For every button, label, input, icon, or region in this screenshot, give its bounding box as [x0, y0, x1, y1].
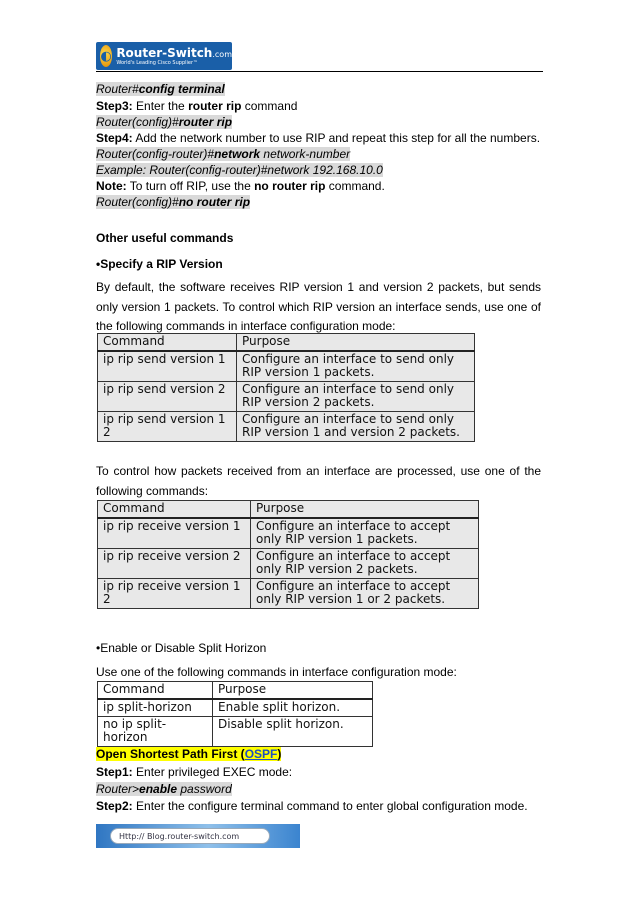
cmd-network: Router(config-router)#network network-number: [96, 147, 351, 161]
column-header: Command: [98, 682, 213, 700]
table-header-row: [98, 501, 479, 519]
other-commands-heading: Other useful commands: [96, 231, 234, 245]
command-cell: ip rip send version 1 2: [98, 412, 237, 442]
cmd-no-router-rip: Router(config)#no router rip: [96, 195, 251, 209]
column-header: Purpose: [213, 682, 373, 700]
command-cell: ip rip send version 2: [98, 382, 237, 412]
step1-line: Step1: Enter privileged EXEC mode:: [96, 765, 293, 779]
example-line: Example: Router(config-router)#network 192.168.10.0: [96, 163, 383, 177]
table-row: [98, 699, 373, 717]
header-divider: [96, 71, 543, 72]
column-header: Command: [98, 334, 237, 352]
table-row: [98, 579, 479, 609]
table-row: [98, 717, 373, 747]
step2-line: Step2: Enter the configure terminal command to enter global configuration mode.: [96, 799, 528, 813]
cmd-enable: Router>enable password: [96, 782, 232, 796]
note-line: Note: To turn off RIP, use the no router rip command.: [96, 179, 385, 193]
table-row: [98, 351, 475, 382]
table-header-row: [98, 334, 475, 352]
purpose-cell: Configure an interface to send only RIP version 2 packets.: [237, 382, 475, 412]
globe-icon: ◐: [100, 45, 112, 67]
split-horizon-paragraph: Use one of the following commands in interface configuration mode:: [96, 665, 457, 679]
command-cell: ip split-horizon: [98, 699, 213, 717]
purpose-cell: Configure an interface to accept only RIP version 2 packets.: [251, 549, 479, 579]
table-header-row: [98, 682, 373, 700]
table-row: [98, 382, 475, 412]
purpose-cell: Configure an interface to accept only RIP version 1 or 2 packets.: [251, 579, 479, 609]
specify-rip-version-heading: •Specify a RIP Version: [96, 257, 223, 271]
step3-line: Step3: Enter the router rip command: [96, 99, 298, 113]
purpose-cell: Disable split horizon.: [213, 717, 373, 747]
cmd-router-rip: Router(config)#router rip: [96, 115, 233, 129]
cmd-config-terminal: Router#config terminal: [96, 82, 225, 96]
column-header: Command: [98, 501, 251, 519]
purpose-cell: Configure an interface to accept only RIP version 1 packets.: [251, 518, 479, 549]
split-horizon-table: [97, 681, 373, 747]
receive-paragraph: To control how packets received from an interface are processed, use one of the following commands:: [96, 464, 541, 498]
column-header: Purpose: [251, 501, 479, 519]
blog-url-text: Http:// Blog.router-switch.com: [110, 828, 270, 844]
command-cell: no ip split-horizon: [98, 717, 213, 747]
split-horizon-heading: •Enable or Disable Split Horizon: [96, 641, 267, 655]
step4-line: Step4: Add the network number to use RIP and repeat this step for all the numbers.: [96, 131, 541, 145]
blog-url-banner[interactable]: [96, 824, 300, 848]
table-row: [98, 549, 479, 579]
command-cell: ip rip send version 1: [98, 351, 237, 382]
command-cell: ip rip receive version 1 2: [98, 579, 251, 609]
ospf-link[interactable]: OSPF: [244, 747, 278, 761]
purpose-cell: Enable split horizon.: [213, 699, 373, 717]
rip-receive-version-table: [97, 500, 479, 609]
purpose-cell: Configure an interface to send only RIP version 1 packets.: [237, 351, 475, 382]
purpose-cell: Configure an interface to send only RIP version 1 and version 2 packets.: [237, 412, 475, 442]
table-row: [98, 412, 475, 442]
rip-send-version-table: [97, 333, 475, 442]
command-cell: ip rip receive version 1: [98, 518, 251, 549]
logo-text: Router-Switch.com World's Leading Cisco Supplier™: [116, 45, 232, 66]
rip-version-paragraph: By default, the software receives RIP version 1 and version 2 packets, but sends only version 1 packets. To control which RIP version an interface sends, use one of the following commands in interface configuration mode:: [96, 280, 541, 333]
table-row: [98, 518, 479, 549]
command-cell: ip rip receive version 2: [98, 549, 251, 579]
router-switch-logo: [96, 42, 232, 70]
ospf-heading: Open Shortest Path First (OSPF): [96, 747, 282, 761]
column-header: Purpose: [237, 334, 475, 352]
